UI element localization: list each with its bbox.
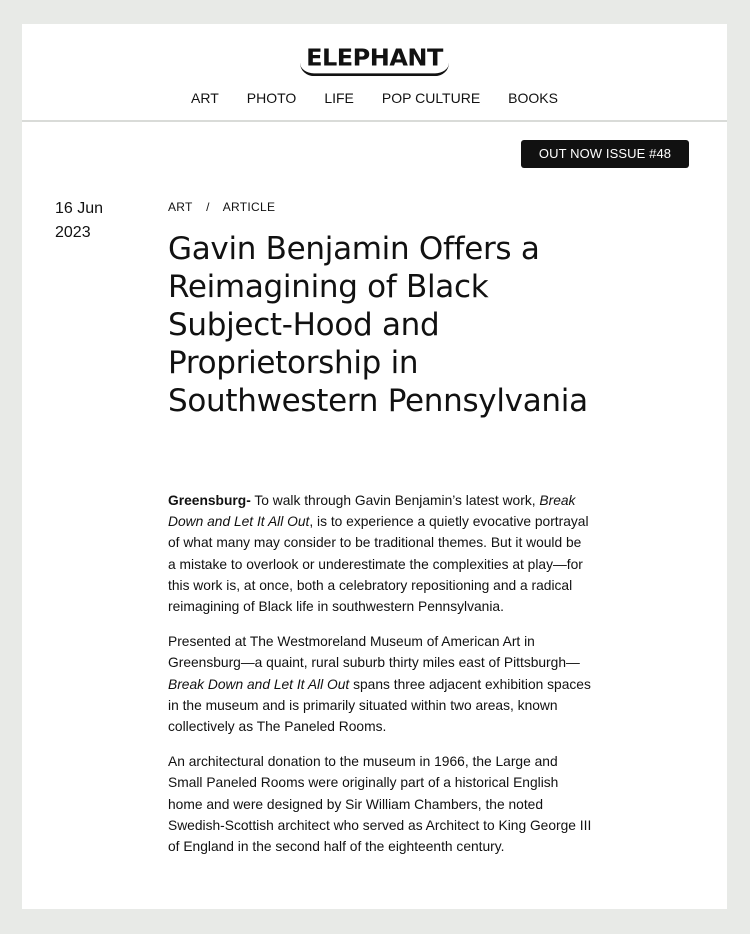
logo-wordmark[interactable]: ELEPHANT: [300, 45, 449, 76]
main-nav: [22, 90, 727, 106]
breadcrumb: [168, 200, 275, 214]
dateline: Greensburg-: [168, 493, 251, 508]
breadcrumb-type[interactable]: ARTICLE: [222, 200, 276, 214]
article-paragraph: [168, 490, 592, 617]
paragraph-text: To walk through Gavin Benjamin’s latest work,: [250, 493, 540, 508]
article-paragraph: [168, 631, 592, 737]
paragraph-text: , is to experience a quietly evocative portrayal of what many may consider to be traditional themes. But it would be a mistake to overlook or underestimate the complexities at play—for this work is, at once, both a celebratory repositioning and a radical reimagining of Black life in southwestern Pennsylvania.: [168, 514, 589, 615]
nav-item-art[interactable]: ART: [191, 90, 219, 106]
article-body: [168, 490, 592, 871]
exhibition-title: Break Down and Let It All Out: [168, 676, 350, 692]
site-logo[interactable]: [22, 44, 727, 77]
publish-date-day: 16 Jun: [55, 200, 104, 217]
page-card: [22, 24, 727, 909]
nav-item-photo[interactable]: PHOTO: [246, 90, 297, 106]
publish-date: [55, 197, 103, 245]
out-now-issue-button[interactable]: OUT NOW ISSUE #48: [521, 140, 689, 168]
article-paragraph: An architectural donation to the museum in 1966, the Large and Small Paneled Rooms were originally part of a historical English home and were designed by Sir William Chambers, the noted Swedish-Scottish architect who served as Architect to King George III of England in the second half of the eighteenth century.: [168, 754, 592, 855]
breadcrumb-category[interactable]: ART: [168, 200, 193, 214]
nav-item-books[interactable]: BOOKS: [508, 90, 558, 106]
exhibition-title: Break Down and Let It All Out: [168, 493, 576, 530]
publish-date-year: 2023: [55, 224, 91, 241]
paragraph-text: spans three adjacent exhibition spaces in the museum and is primarily situated within two areas, known collectively as The Paneled Rooms.: [168, 676, 591, 735]
breadcrumb-separator: /: [206, 200, 210, 214]
article-title: Gavin Benjamin Offers a Reimagining of Black Subject-Hood and Proprietorship in Southwestern Pennsylvania: [168, 231, 588, 419]
header-divider: [22, 120, 727, 122]
nav-item-life[interactable]: LIFE: [324, 90, 354, 106]
paragraph-text: Presented at The Westmoreland Museum of American Art in Greensburg—a quaint, rural suburb thirty miles east of Pittsburgh—: [168, 634, 580, 671]
nav-item-pop-culture[interactable]: POP CULTURE: [381, 90, 481, 106]
